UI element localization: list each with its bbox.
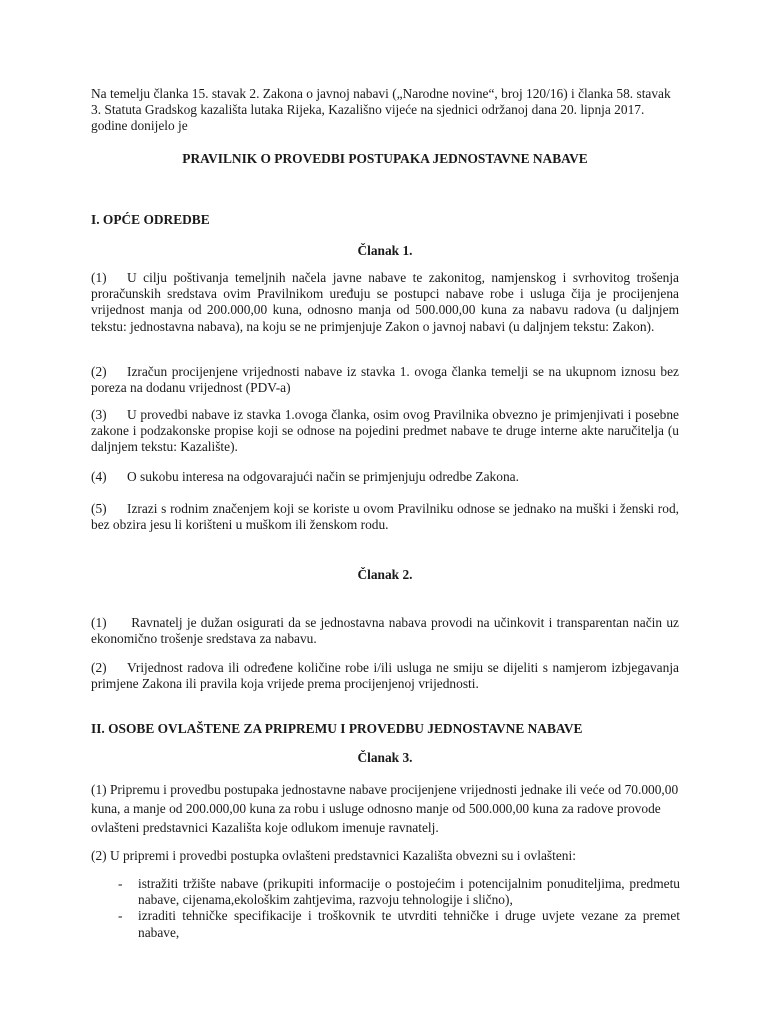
article-3-paragraph-2: (2) U pripremi i provedbi postupka ovlašteni predstavnici Kazališta obvezni su i ovlašteni: (91, 848, 576, 863)
paragraph-number: (2) (91, 364, 107, 379)
article-1-paragraph-5 (91, 501, 679, 533)
paragraph-number: (1) (91, 270, 107, 285)
article-2-paragraph-1 (91, 615, 679, 647)
paragraph-text: Vrijednost radova ili određene količine robe i/ili usluga ne smiju se dijeliti s namjerom izbjegavanja primjene Zakona ili pravila koja vrijede prema procijenjenoj vrijednosti. (91, 660, 679, 692)
paragraph-text: Izračun procijenjene vrijednosti nabave iz stavka 1. ovoga članka temelji se na ukupnom iznosu bez poreza na dodanu vrijednost (PDV-a) (91, 364, 679, 396)
paragraph-number: (5) (91, 501, 107, 516)
list-dash: - (118, 908, 123, 924)
list-dash: - (118, 876, 123, 891)
obligations-list (118, 876, 680, 941)
document-title: PRAVILNIK O PROVEDBI POSTUPAKA JEDNOSTAVNE NABAVE (182, 151, 588, 166)
list-item-text: istražiti tržište nabave (prikupiti informacije o postojećim i potencijalnim ponuditeljima, predmetu nabave, cijenama,ekološkim zahtjevima, razvoju tehnologije i slično), (138, 876, 680, 908)
article-1-title: Članak 1. (357, 243, 413, 258)
paragraph-number: (1) (91, 615, 107, 630)
intro-paragraph: Na temelju članka 15. stavak 2. Zakona o javnoj nabavi („Narodne novine“, broj 120/16) i članka 58. stavak 3. Statuta Gradskog kazališta lutaka Rijeka, Kazališno vijeće na sjednici održanoj dana 20. lipnja 2017. godine donijelo je (91, 86, 671, 134)
paragraph-number: (4) (91, 469, 107, 484)
list-item-text: izraditi tehničke specifikacije i troškovnik te utvrditi tehničke i druge uvjete vezane za premet nabave, (138, 908, 680, 940)
article-2-paragraph-2 (91, 660, 679, 692)
paragraph-number: (3) (91, 407, 107, 422)
section-2-heading: II. OSOBE OVLAŠTENE ZA PRIPREMU I PROVEDBU JEDNOSTAVNE NABAVE (91, 721, 583, 736)
paragraph-text: Izrazi s rodnim značenjem koji se koriste u ovom Pravilniku odnose se jednako na muški i ženski rod, bez obzira jesu li korišteni u muškom ili ženskom rodu. (91, 501, 679, 533)
paragraph-text: O sukobu interesa na odgovarajući način se primjenjuju odredbe Zakona. (127, 469, 519, 484)
list-item (118, 876, 680, 908)
paragraph-text: Ravnatelj je dužan osigurati da se jednostavna nabava provodi na učinkovit i transparentan način uz ekonomično trošenje sredstava za nabavu. (91, 615, 679, 647)
section-1-heading: I. OPĆE ODREDBE (91, 212, 210, 227)
article-1-paragraph-2 (91, 364, 679, 396)
article-1-paragraph-1 (91, 270, 679, 335)
article-1-paragraph-3 (91, 407, 679, 456)
paragraph-text: U cilju poštivanja temeljnih načela javne nabave te zakonitog, namjenskog i svrhovitog trošenja proračunskih sredstava ovim Pravilnikom uređuju se postupci nabave robe i usluga čija je procijenjena vrijednost manja od 200.000,00 kuna, odnosno manja od 500.000,00 kuna za nabavu radova (u daljnjem tekstu: jednostavna nabava), na koju se ne primjenjuje Zakon o javnoj nabavi (u daljnjem tekstu: Zakon). (91, 270, 679, 334)
article-2-title: Članak 2. (357, 567, 413, 582)
list-item (118, 908, 680, 940)
article-3-paragraph-1: (1) Pripremu i provedbu postupaka jednostavne nabave procijenjene vrijednosti jednake ili veće od 70.000,00 kuna, a manje od 200.000,00 kuna za robu i usluge odnosno manje od 500.000,00 kuna za radove provode ovlašteni predstavnici Kazališta koje odlukom imenuje ravnatelj. (91, 782, 679, 835)
paragraph-number: (2) (91, 660, 107, 675)
article-3-title: Članak 3. (357, 750, 413, 765)
paragraph-text: U provedbi nabave iz stavka 1.ovoga članka, osim ovog Pravilnika obvezno je primjenjivati i posebne zakone i podzakonske propise koji se odnose na pojedini predmet nabave te druge interne akte naručitelja (u daljnjem tekstu: Kazalište). (91, 407, 679, 455)
article-1-paragraph-4 (91, 469, 679, 485)
